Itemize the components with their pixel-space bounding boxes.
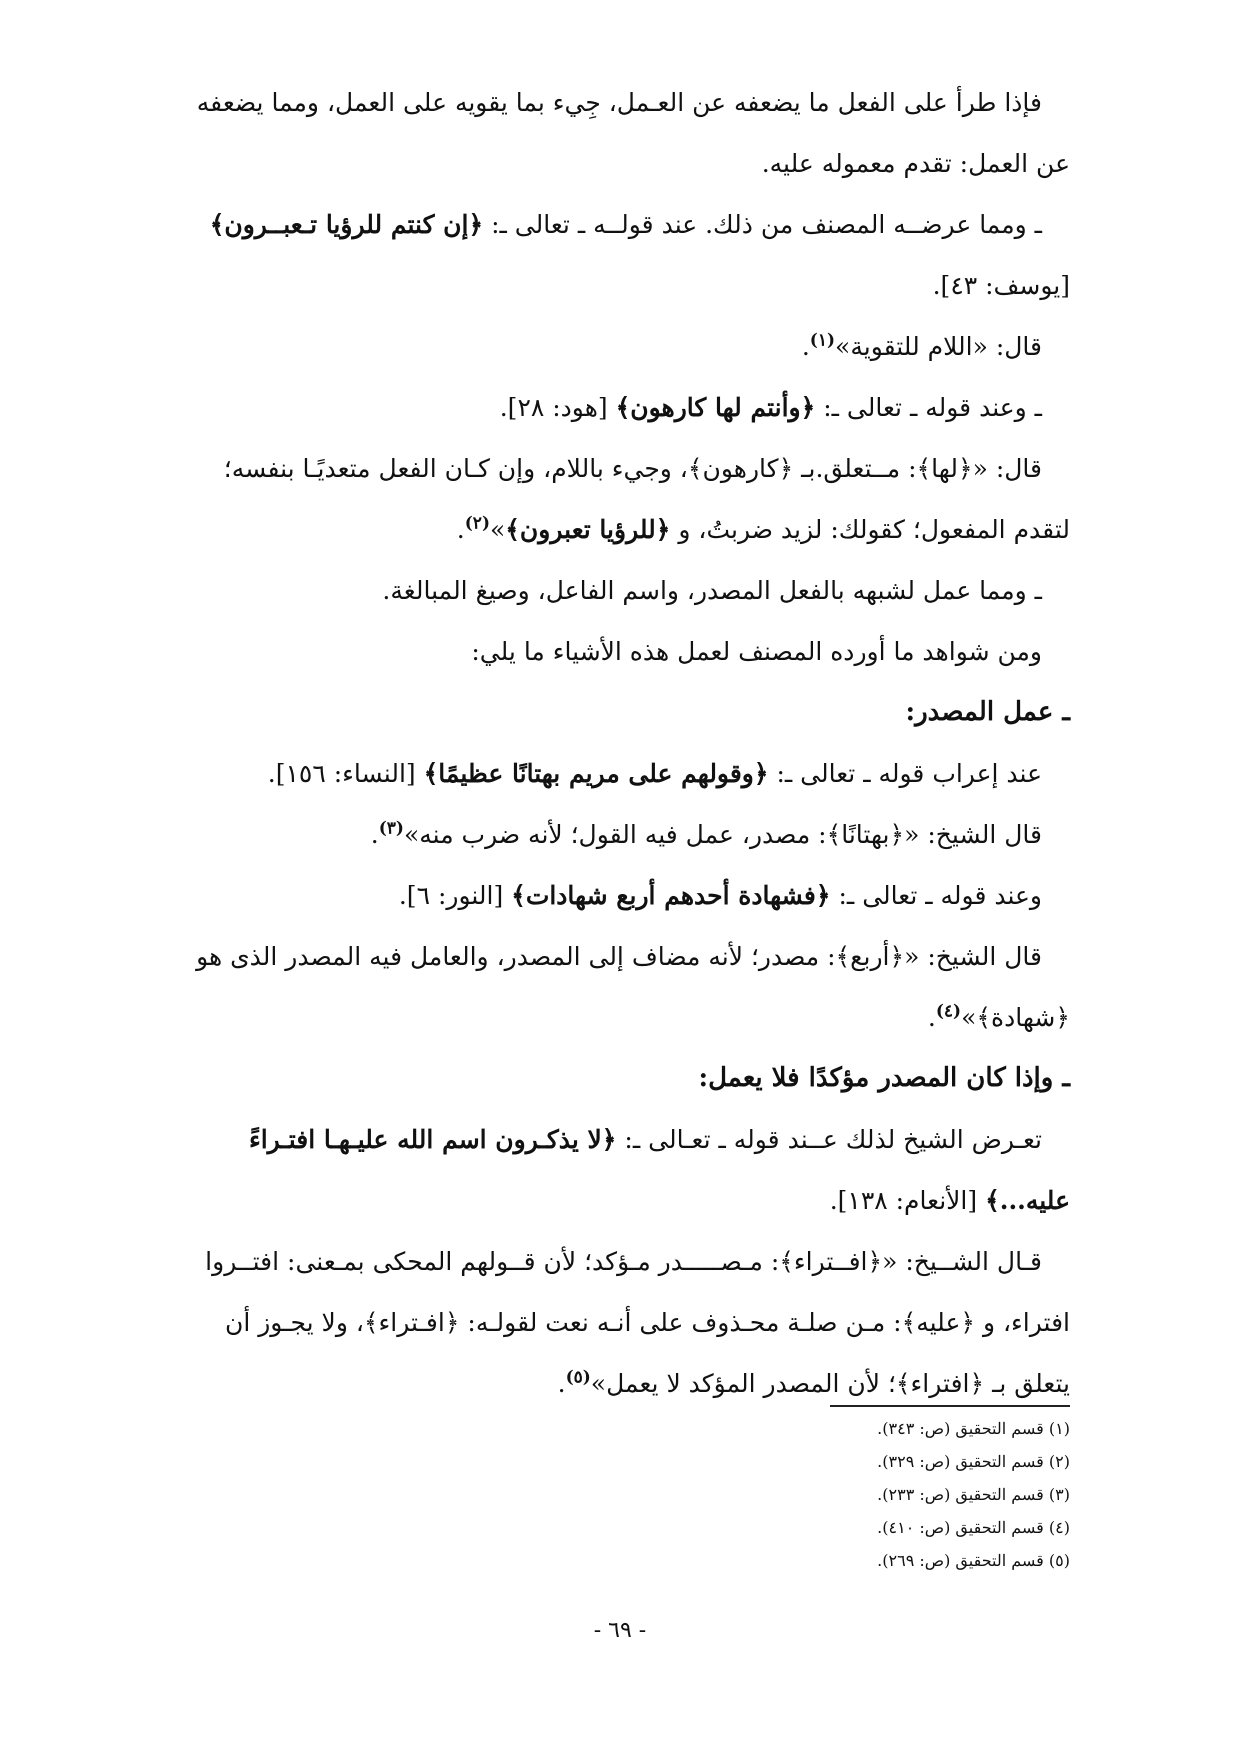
p9-text: قال الشيخ: «﴿بهتانًا﴾: مصدر، عمل فيه القول؛ لأنه ضرب منه» bbox=[403, 820, 1042, 849]
quran-quote-anam-cont: عليه...﴾ bbox=[985, 1186, 1070, 1215]
footnotes bbox=[650, 1412, 1070, 1577]
p2-prefix: ـ ومما عرضــه المصنف من ذلك. عند قولــه ـ تعالى ـ: bbox=[491, 210, 1042, 239]
footnote-ref-4: (٤) bbox=[935, 1001, 962, 1022]
paragraph-12-cont bbox=[170, 1170, 1070, 1231]
p12-prefix: تعـرض الشيخ لذلك عــند قوله ـ تعـالى ـ: bbox=[624, 1125, 1042, 1154]
quran-quote-ruya: ﴿للرؤيا تعبرون﴾ bbox=[505, 515, 671, 544]
paragraph-3 bbox=[170, 316, 1070, 377]
footnote-ref-1: (١) bbox=[809, 330, 836, 351]
quran-quote-yusuf: ﴿إن كنتم للرؤيا تـعبــرون﴾ bbox=[209, 210, 484, 239]
paragraph-11-cont bbox=[170, 987, 1070, 1048]
quran-quote-nisa: ﴿وقولهم على مريم بهتانًا عظيمًا﴾ bbox=[423, 759, 769, 788]
footnote-2: (٢) قسم التحقيق (ص: ٣٢٩). bbox=[877, 1452, 1070, 1471]
p13-line2: افتراء، و ﴿عليه﴾: مـن صلـة محـذوف على أنـه نعت لقولـه: ﴿افـتراء﴾، ولا يجـوز أن bbox=[224, 1308, 1070, 1337]
p13-end: . bbox=[557, 1369, 566, 1398]
p5-tail: » bbox=[489, 515, 506, 544]
paragraph-7 bbox=[170, 621, 1070, 682]
footnote-5: (٥) قسم التحقيق (ص: ٢٦٩). bbox=[877, 1551, 1070, 1570]
quran-quote-hud: ﴿وأنتم لها كارهون﴾ bbox=[615, 393, 816, 422]
footnote-1: (١) قسم التحقيق (ص: ٣٤٣). bbox=[877, 1419, 1070, 1438]
p7-text: ومن شواهد ما أورده المصنف لعمل هذه الأشياء ما يلي: bbox=[471, 637, 1042, 666]
p11-end: . bbox=[927, 1003, 936, 1032]
p5-line2-prefix: لتقدم المفعول؛ كقولك: لزيد ضربتُ، و bbox=[678, 515, 1070, 544]
quran-quote-anam: ﴿لا يذكـرون اسم الله عليـهـا افتـراءً bbox=[248, 1125, 617, 1154]
p11-line2: ﴿شهادة﴾» bbox=[961, 1003, 1070, 1032]
p4-citation: [هود: ٢٨]. bbox=[499, 393, 608, 422]
p4-prefix: ـ وعند قوله ـ تعالى ـ: bbox=[823, 393, 1042, 422]
paragraph-11 bbox=[170, 926, 1070, 987]
footnote-3: (٣) قسم التحقيق (ص: ٢٣٣). bbox=[877, 1485, 1070, 1504]
section-heading-muakkad: ـ وإذا كان المصدر مؤكدًا فلا يعمل: bbox=[698, 1063, 1070, 1093]
p6-text: ـ ومما عمل لشبهه بالفعل المصدر، واسم الفاعل، وصيغ المبالغة. bbox=[382, 576, 1042, 605]
p1-line2: عن العمل: تقدم معموله عليه. bbox=[761, 149, 1070, 178]
p3-text: قال: «اللام للتقوية» bbox=[835, 332, 1042, 361]
paragraph-12 bbox=[170, 1109, 1070, 1170]
p3-end: . bbox=[801, 332, 810, 361]
p8-citation: [النساء: ١٥٦]. bbox=[267, 759, 416, 788]
paragraph-4 bbox=[170, 377, 1070, 438]
paragraph-13-cont bbox=[170, 1292, 1070, 1353]
paragraph-6 bbox=[170, 560, 1070, 621]
paragraph-1 bbox=[170, 72, 1070, 133]
p2-citation: [يوسف: ٤٣]. bbox=[932, 271, 1070, 300]
paragraph-9 bbox=[170, 804, 1070, 865]
section-heading-masdar: ـ عمل المصدر: bbox=[905, 697, 1070, 727]
p10-prefix: وعند قوله ـ تعالى ـ: bbox=[838, 881, 1042, 910]
paragraph-2 bbox=[170, 194, 1070, 255]
paragraph-13 bbox=[170, 1231, 1070, 1292]
p10-citation: [النور: ٦]. bbox=[398, 881, 504, 910]
p13-line3: يتعلق بـ ﴿افتراء﴾؛ لأن المصدر المؤكد لا يعمل» bbox=[590, 1369, 1070, 1398]
p11-line1: قال الشيخ: «﴿أربع﴾: مصدر؛ لأنه مضاف إلى المصدر، والعامل فيه المصدر الذى هو bbox=[196, 942, 1042, 971]
paragraph-2-cont bbox=[170, 255, 1070, 316]
footnote-ref-5: (٥) bbox=[565, 1367, 591, 1388]
paragraph-8 bbox=[170, 743, 1070, 804]
body-text bbox=[170, 72, 1070, 1414]
p5-line1: قال: «﴿لها﴾: مــتعلق.بـ ﴿كارهون﴾، وجيء باللام، وإن كـان الفعل متعديًـا بنفسه؛ bbox=[223, 454, 1042, 483]
paragraph-10 bbox=[170, 865, 1070, 926]
quran-quote-nur: ﴿فشهادة أحدهم أربع شهادات﴾ bbox=[511, 881, 831, 910]
paragraph-5-cont bbox=[170, 499, 1070, 560]
footnote-ref-2: (٢) bbox=[464, 513, 490, 534]
paragraph-1-cont bbox=[170, 133, 1070, 194]
p13-line1: قـال الشــيخ: «﴿افــتراء﴾: مـصـــــدر مـؤكد؛ لأن قــولهم المحكى بمـعنى: افتــروا bbox=[205, 1247, 1042, 1276]
p12-citation: [الأنعام: ١٣٨]. bbox=[829, 1186, 978, 1215]
page-number: - ٦٩ - bbox=[593, 1618, 647, 1643]
footnote-ref-3: (٣) bbox=[378, 818, 404, 839]
paragraph-5 bbox=[170, 438, 1070, 499]
p9-end: . bbox=[370, 820, 379, 849]
p5-end: . bbox=[456, 515, 465, 544]
footnote-4: (٤) قسم التحقيق (ص: ٤١٠). bbox=[877, 1518, 1070, 1537]
p1-line1: فإذا طرأ على الفعل ما يضعفه عن العـمل، جِيء بما يقويه على العمل، ومما يضعفه bbox=[196, 88, 1042, 117]
footnote-divider bbox=[830, 1405, 1070, 1407]
p8-prefix: عند إعراب قوله ـ تعالى ـ: bbox=[776, 759, 1042, 788]
